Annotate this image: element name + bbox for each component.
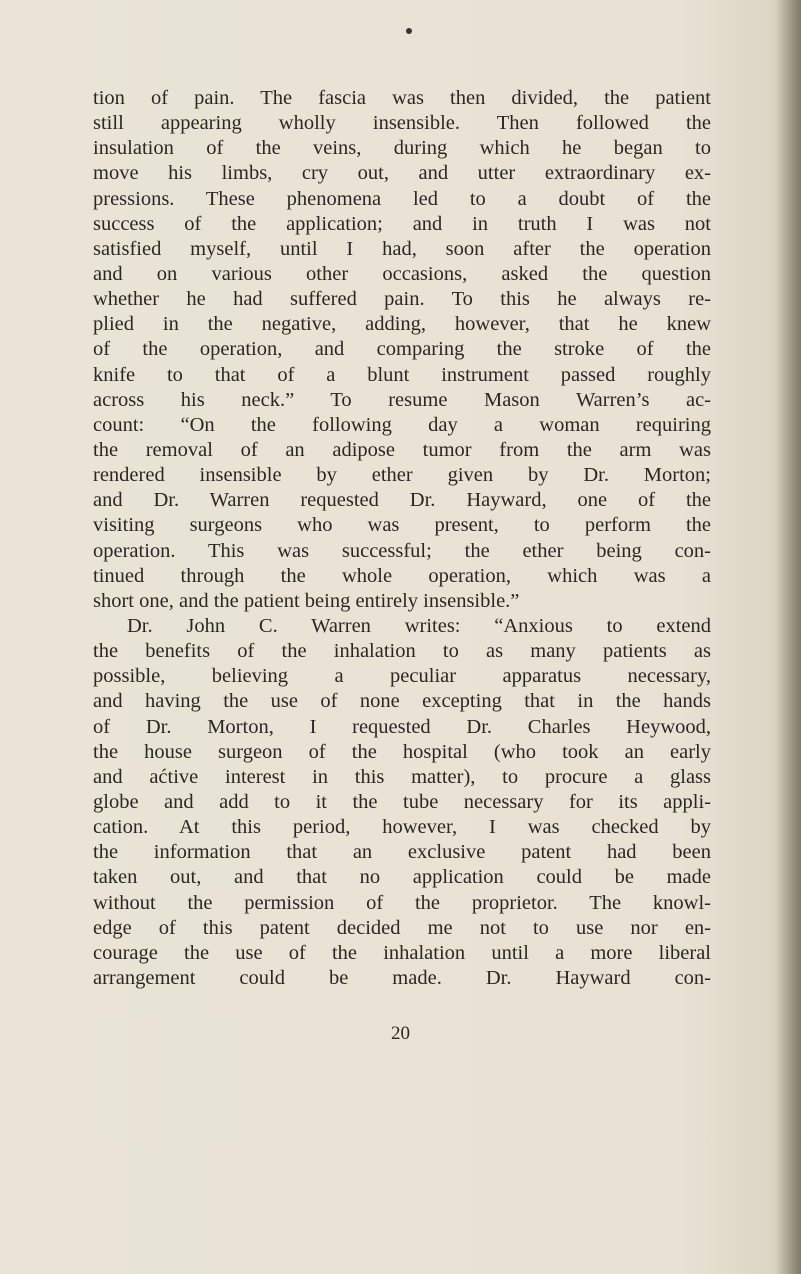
text-line: satisfied myself, until I had, soon after the operation [93,237,711,260]
page-edge-shadow [775,0,801,1274]
text-line: across his neck.” To resume Mason Warren’s ac- [93,388,711,411]
text-line: globe and add to it the tube necessary for its appli- [93,790,711,813]
text-line: of the operation, and comparing the stroke of the [93,338,711,361]
body-text [93,86,711,991]
ink-speck [406,28,412,34]
text-line: taken out, and that no application could be made [93,866,711,889]
text-line: possible, believing a peculiar apparatus necessary, [93,665,711,688]
text-line: short one, and the patient being entirely insensible.” [93,589,520,612]
text-line: courage the use of the inhalation until a more liberal [93,941,711,964]
text-line: operation. This was successful; the ether being con- [93,539,711,562]
text-line: the benefits of the inhalation to as many patients as [93,640,711,663]
text-line: Dr. John C. Warren writes: “Anxious to extend [127,614,711,637]
page-number: 20 [391,1023,410,1044]
text-line: tion of pain. The fascia was then divided, the patient [93,87,711,109]
text-line: count: “On the following day a woman requiring [93,413,711,436]
text-line: move his limbs, cry out, and utter extraordinary ex- [93,162,711,185]
text-line: and aćtive interest in this matter), to procure a glass [93,765,711,788]
text-line: the house surgeon of the hospital (who took an early [93,740,711,763]
text-line: success of the application; and in truth I was not [93,212,711,235]
text-line: edge of this patent decided me not to use nor en- [93,916,711,939]
text-line: of Dr. Morton, I requested Dr. Charles Heywood, [93,715,711,738]
text-line: pressions. These phenomena led to a doubt of the [93,187,711,210]
text-line: without the permission of the proprietor. The knowl- [93,891,711,914]
text-line: plied in the negative, adding, however, that he knew [93,313,711,336]
text-line: still appearing wholly insensible. Then followed the [93,112,711,135]
text-line: tinued through the whole operation, which was a [93,564,711,587]
text-line: rendered insensible by ether given by Dr. Morton; [93,464,711,487]
text-line: and Dr. Warren requested Dr. Hayward, one of the [93,489,711,512]
text-line: and on various other occasions, asked the question [93,262,711,285]
text-line: and having the use of none excepting that in the hands [93,690,711,713]
text-line: the information that an exclusive patent had been [93,841,711,864]
text-line: the removal of an adipose tumor from the arm was [93,438,711,461]
text-line: visiting surgeons who was present, to perform the [93,514,711,537]
text-line: insulation of the veins, during which he began to [93,137,711,160]
text-line: whether he had suffered pain. To this he always re- [93,288,711,311]
text-line: arrangement could be made. Dr. Hayward con- [93,966,711,989]
text-line: knife to that of a blunt instrument passed roughly [93,363,711,386]
text-line: cation. At this period, however, I was checked by [93,816,711,839]
